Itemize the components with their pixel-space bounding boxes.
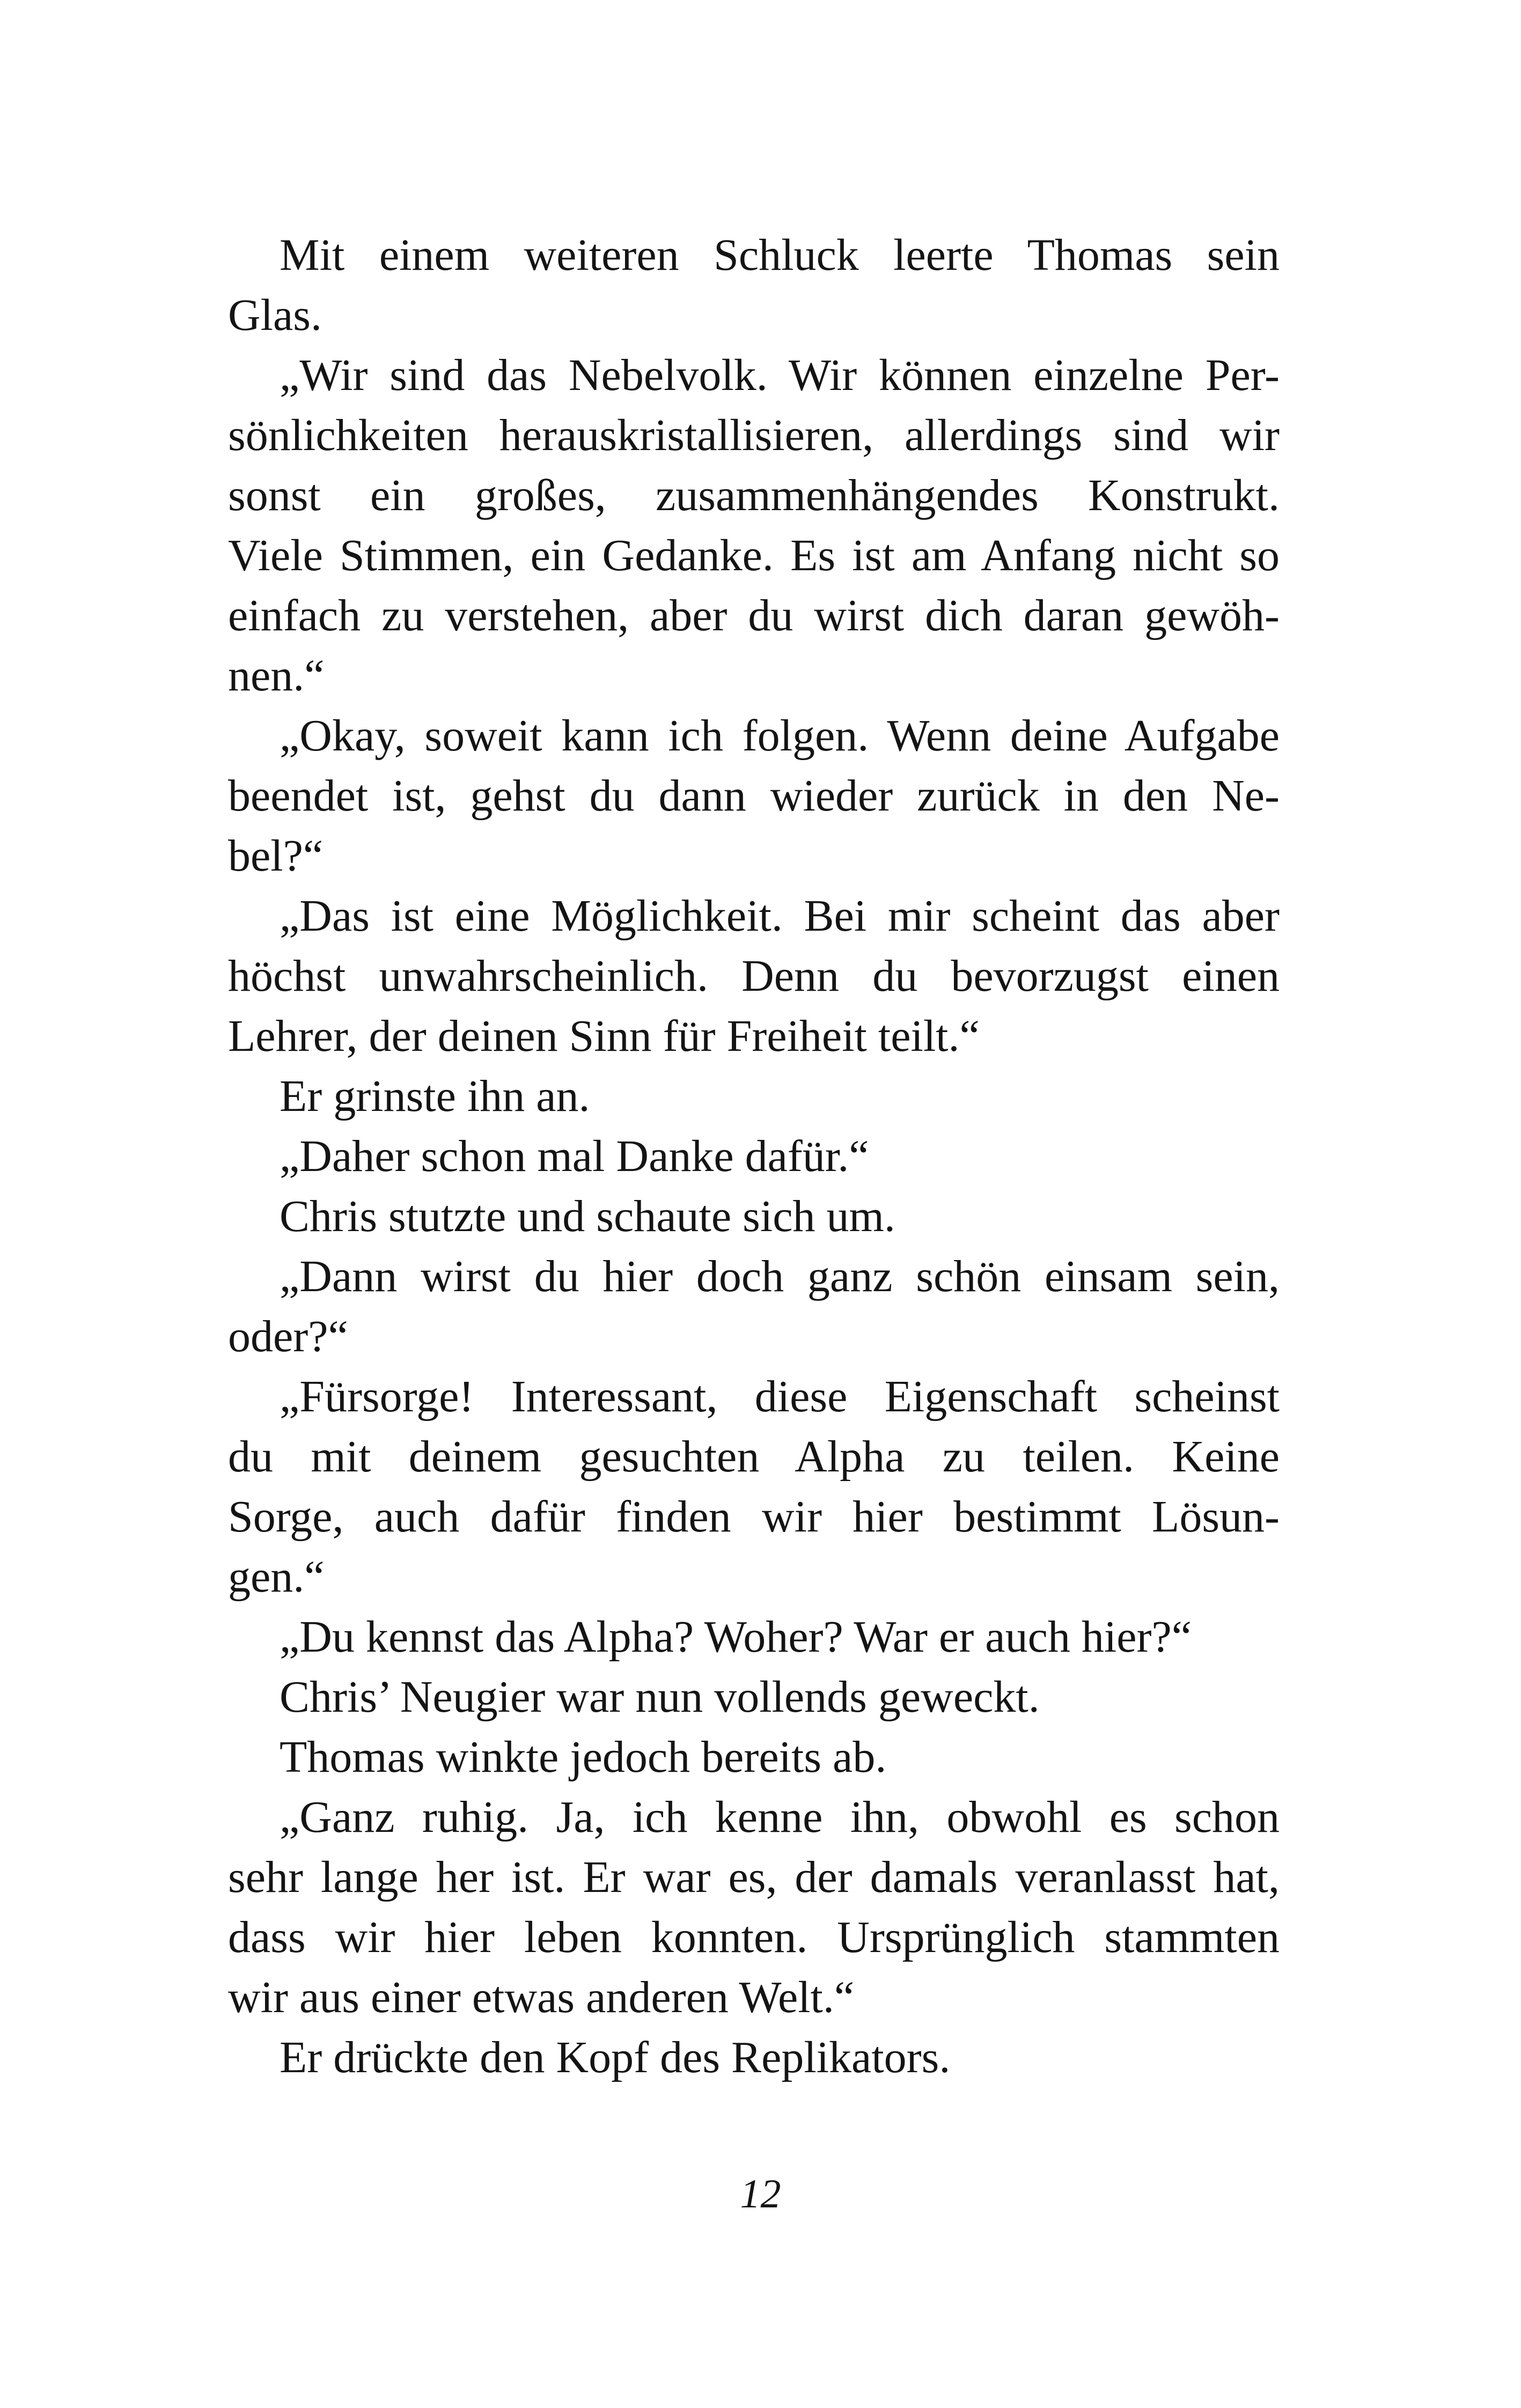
text-line: „Fürsorge! Interessant, diese Eigenschaft scheinst bbox=[280, 1372, 1280, 1422]
text-line: Er drückte den Kopf des Replikators. bbox=[280, 2033, 951, 2082]
text-line: einfach zu verstehen, aber du wirst dich daran gewöh- bbox=[228, 591, 1280, 640]
text-line: beendet ist, gehst du dann wieder zurück in den Ne- bbox=[228, 771, 1280, 821]
text-line: wir aus einer etwas anderen Welt.“ bbox=[228, 1972, 855, 2022]
page-number: 12 bbox=[740, 2171, 781, 2216]
text-line: Er grinste ihn an. bbox=[280, 1071, 590, 1121]
text-line: „Ganz ruhig. Ja, ich kenne ihn, obwohl es schon bbox=[280, 1792, 1280, 1842]
text-line: „Dann wirst du hier doch ganz schön einsam sein, bbox=[280, 1251, 1280, 1301]
text-line: Chris’ Neugier war nun vollends geweckt. bbox=[280, 1672, 1040, 1722]
text-line: Viele Stimmen, ein Gedanke. Es ist am Anfang nicht so bbox=[228, 531, 1280, 580]
text-line: gen.“ bbox=[228, 1552, 325, 1602]
text-line: Lehrer, der deinen Sinn für Freiheit teilt.“ bbox=[228, 1011, 980, 1061]
text-line: nen.“ bbox=[228, 651, 325, 701]
text-line: bel?“ bbox=[228, 831, 324, 881]
text-line: „Okay, soweit kann ich folgen. Wenn deine Aufgabe bbox=[280, 711, 1280, 761]
text-line: dass wir hier leben konnten. Ursprünglich stammten bbox=[228, 1912, 1280, 1962]
text-line: „Wir sind das Nebelvolk. Wir können einzelne Per- bbox=[280, 350, 1280, 400]
text-line: Glas. bbox=[228, 290, 322, 340]
text-line: Mit einem weiteren Schluck leerte Thomas sein bbox=[280, 230, 1280, 280]
text-line: sonst ein großes, zusammenhängendes Konstrukt. bbox=[228, 470, 1280, 520]
text-line: „Das ist eine Möglichkeit. Bei mir scheint das aber bbox=[280, 891, 1280, 941]
body-text bbox=[228, 225, 1280, 2088]
text-line: Chris stutzte und schaute sich um. bbox=[280, 1191, 895, 1241]
text-line: „Daher schon mal Danke dafür.“ bbox=[280, 1131, 869, 1181]
text-line: höchst unwahrscheinlich. Denn du bevorzugst einen bbox=[228, 951, 1280, 1001]
text-line: du mit deinem gesuchten Alpha zu teilen. Keine bbox=[228, 1432, 1280, 1482]
text-line: sönlichkeiten herauskristallisieren, allerdings sind wir bbox=[228, 410, 1280, 460]
text-line: „Du kennst das Alpha? Woher? War er auch hier?“ bbox=[280, 1612, 1192, 1662]
text-line: sehr lange her ist. Er war es, der damals veranlasst hat, bbox=[228, 1852, 1280, 1902]
text-line: oder?“ bbox=[228, 1312, 348, 1361]
text-line: Thomas winkte jedoch bereits ab. bbox=[280, 1732, 887, 1782]
text-line: Sorge, auch dafür finden wir hier bestimmt Lösun- bbox=[228, 1492, 1280, 1542]
